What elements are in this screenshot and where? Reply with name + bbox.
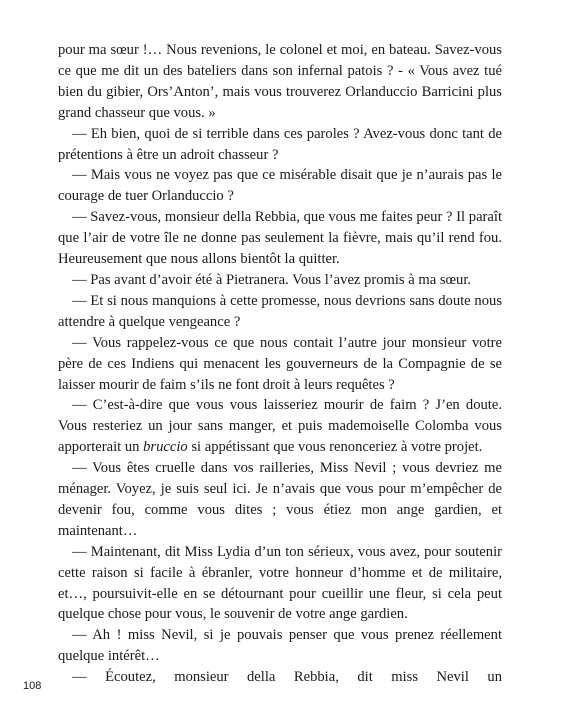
page-number: 108 [23,680,42,692]
paragraph-10: — Maintenant, dit Miss Lydia d’un ton sérieux, vous avez, pour soutenir cette raison si facile à ébranler, votre honneur d’homme et de militaire, et…, poursuivit-elle en se détournant pour cueillir une fleur, si cela peut quelque chose pour vous, le souvenir de votre ange gardien. [58,543,502,623]
paragraph-12: — Écoutez, monsieur della Rebbia, dit miss Nevil un [72,669,502,686]
paragraph-5: — Pas avant d’avoir été à Pietranera. Vous l’avez promis à ma sœur. [72,271,472,288]
paragraph-2: — Eh bien, quoi de si terrible dans ces paroles ? Avez-vous donc tant de prétentions à être un adroit chasseur ? [58,125,502,163]
paragraph-3: — Mais vous ne voyez pas que ce misérable disait que je n’aurais pas le courage de tuer Orlanduccio ? [58,167,502,205]
paragraph-4: — Savez-vous, monsieur della Rebbia, que vous me faites peur ? Il paraît que l’air de votre île ne donne pas seulement la fièvre, mais qu’il rend fou. Heureusement que nous allons bientôt la quitter. [58,209,502,268]
paragraph-8-text-after: si appétissant que vous renonceriez à votre projet. [187,439,483,456]
paragraph-6: — Et si nous manquions à cette promesse, nous devrions sans doute nous attendre à quelque vengeance ? [58,292,502,330]
paragraph-7: — Vous rappelez-vous ce que nous contait l’autre jour monsieur votre père de ces Indiens qui menacent les gouverneurs de la Compagnie de se laisser mourir de faim s’ils ne font droit à leurs requêtes ? [58,334,502,393]
paragraph-9: — Vous êtes cruelle dans vos railleries, Miss Nevil ; vous devriez me ménager. Voyez, je suis seul ici. Je n’avais que vous pour m’empêcher de devenir fou, comme vous dites ; vous étiez mon ange gardien, et maintenant… [58,460,502,539]
paragraph-11: — Ah ! miss Nevil, si je pouvais penser que vous prenez réellement quelque intérêt… [58,627,502,665]
paragraph-8 [58,395,502,458]
paragraph-8-text-before: — C’est-à-dire que vous vous laisseriez mourir de faim ? J’en doute. Vous resteriez un jour sans manger, et puis mademoiselle Colomba vous apporterait un [58,397,502,456]
paragraph-1: pour ma sœur !… Nous revenions, le colonel et moi, en bateau. Savez-vous ce que me dit un des bateliers dans son infernal patois ? - « Vous avez tué bien du gibier, Ors’Anton’, mais vous trouverez Orlanduccio Barricini plus grand chasseur que vous. » [58,42,502,121]
paragraph-8-italic-word: bruccio [143,439,188,456]
body-text [58,40,502,688]
